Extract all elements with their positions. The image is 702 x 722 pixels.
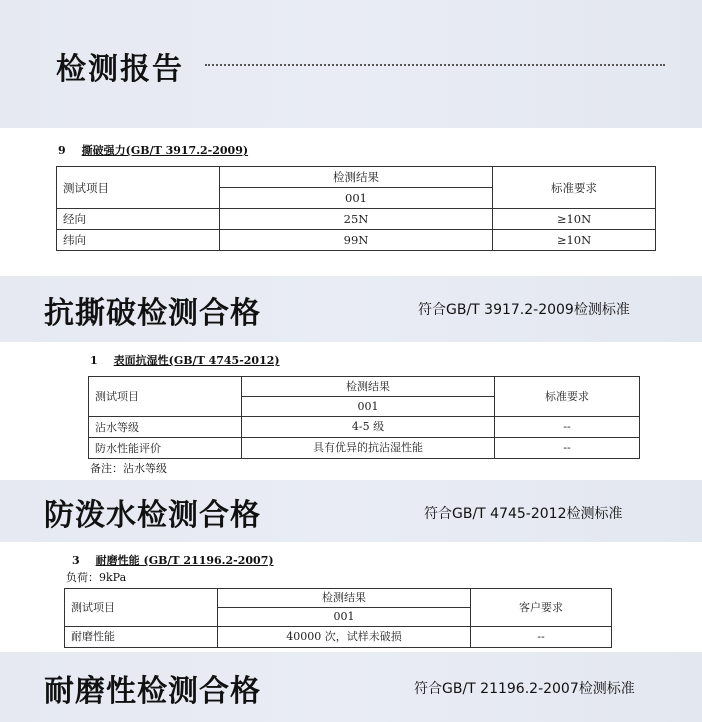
doc-number: 3 bbox=[72, 554, 80, 567]
item-cell: 经向 bbox=[57, 209, 220, 230]
table-row bbox=[89, 417, 640, 438]
result-cell: 25N bbox=[220, 209, 493, 230]
test-report-table bbox=[88, 376, 640, 459]
requirement-cell: -- bbox=[471, 627, 612, 648]
item-cell: 沾水等级 bbox=[89, 417, 242, 438]
sample-id-cell: 001 bbox=[218, 608, 471, 627]
header-cell-result: 检测结果 bbox=[242, 377, 495, 397]
test-report-table bbox=[56, 166, 656, 251]
item-cell: 耐磨性能 bbox=[65, 627, 218, 648]
doc-number: 1 bbox=[90, 354, 98, 367]
result-cell: 99N bbox=[220, 230, 493, 251]
doc-test-name: 耐磨性能 (GB/T 21196.2-2007) bbox=[95, 554, 274, 567]
header-cell-requirement: 客户要求 bbox=[471, 589, 612, 627]
verdict-title: 抗撕破检测合格 bbox=[44, 296, 261, 331]
page-title: 检测报告 bbox=[56, 52, 184, 87]
verdict-title: 防泼水检测合格 bbox=[44, 498, 261, 533]
table-row bbox=[65, 627, 612, 648]
item-cell: 纬向 bbox=[57, 230, 220, 251]
table-row bbox=[57, 209, 656, 230]
doc-heading bbox=[90, 352, 280, 368]
header-cell-result: 检测结果 bbox=[218, 589, 471, 608]
table-row bbox=[89, 438, 640, 459]
verdict-title: 耐磨性检测合格 bbox=[44, 674, 261, 709]
sample-id-cell: 001 bbox=[242, 397, 495, 417]
header-cell-result: 检测结果 bbox=[220, 167, 493, 188]
result-cell: 40000 次，试样未破损 bbox=[218, 627, 471, 648]
table-row bbox=[57, 230, 656, 251]
item-cell: 防水性能评价 bbox=[89, 438, 242, 459]
load-note: 负荷：9kPa bbox=[66, 571, 127, 584]
result-cell: 具有优异的抗沾湿性能 bbox=[242, 438, 495, 459]
standard-text: 符合GB/T 4745-2012检测标准 bbox=[424, 506, 623, 522]
sample-id-cell: 001 bbox=[220, 188, 493, 209]
doc-note: 备注：沾水等级 bbox=[90, 462, 167, 475]
standard-text: 符合GB/T 3917.2-2009检测标准 bbox=[418, 302, 630, 318]
requirement-cell: -- bbox=[495, 438, 640, 459]
requirement-cell: ≥10N bbox=[493, 209, 656, 230]
requirement-cell: ≥10N bbox=[493, 230, 656, 251]
doc-number: 9 bbox=[58, 144, 66, 157]
standard-text: 符合GB/T 21196.2-2007检测标准 bbox=[414, 681, 635, 697]
requirement-cell: -- bbox=[495, 417, 640, 438]
header-cell-requirement: 标准要求 bbox=[493, 167, 656, 209]
header-cell-item: 测试项目 bbox=[57, 167, 220, 209]
header-cell-requirement: 标准要求 bbox=[495, 377, 640, 417]
title-divider bbox=[205, 64, 665, 66]
doc-heading bbox=[58, 142, 248, 158]
result-cell: 4-5 级 bbox=[242, 417, 495, 438]
doc-test-name: 撕破强力(GB/T 3917.2-2009) bbox=[81, 144, 249, 157]
header-cell-item: 测试项目 bbox=[89, 377, 242, 417]
test-report-table bbox=[64, 588, 612, 648]
doc-test-name: 表面抗湿性(GB/T 4745-2012) bbox=[113, 354, 280, 367]
doc-heading bbox=[72, 552, 274, 568]
header-cell-item: 测试项目 bbox=[65, 589, 218, 627]
